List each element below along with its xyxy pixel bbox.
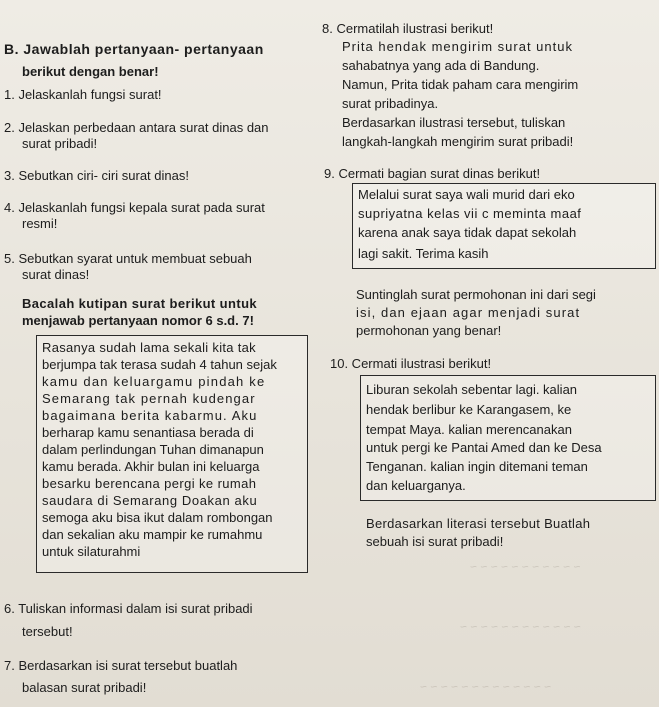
question-8-line: Berdasarkan ilustrasi tersebut, tuliskan [342,115,566,130]
surat-dinas-box [352,183,656,269]
bleed-through: ~ ~ ~ ~ ~ ~ ~ ~ ~ ~ ~ ~ [460,620,581,634]
question-8: 8. Cermatilah ilustrasi berikut! [322,21,494,36]
letter-line: dalam perlindungan Tuhan dimanapun [42,442,264,457]
letter-line: Semarang tak pernah kudengar [42,391,256,406]
box-line: hendak berlibur ke Karangasem, ke [366,402,572,417]
illustration-box [360,375,656,501]
question-5-cont: surat dinas! [22,267,90,282]
box-line: Liburan sekolah sebentar lagi. kalian [366,382,578,397]
letter-excerpt-box [36,335,308,573]
question-6-cont: tersebut! [22,624,73,639]
question-4-cont: resmi! [22,216,58,231]
letter-line: semoga aku bisa ikut dalam rombongan [42,510,273,525]
question-4: 4. Jelaskanlah fungsi kepala surat pada surat [4,200,265,215]
question-8-line: Prita hendak mengirim surat untuk [342,39,573,54]
bleed-through: ~ ~ ~ ~ ~ ~ ~ ~ ~ ~ ~ ~ ~ [420,680,552,694]
question-2: 2. Jelaskan perbedaan antara surat dinas dan [4,120,269,135]
letter-line: Rasanya sudah lama sekali kita tak [42,340,256,355]
question-9-instruction: isi, dan ejaan agar menjadi surat [356,305,581,320]
question-7: 7. Berdasarkan isi surat tersebut buatlah [4,658,238,673]
question-6: 6. Tuliskan informasi dalam isi surat pribadi [4,601,253,616]
question-9: 9. Cermati bagian surat dinas berikut! [324,166,541,181]
question-8-line: sahabatnya yang ada di Bandung. [342,58,540,73]
letter-line: kamu dan keluargamu pindah ke [42,374,266,389]
box-line: Tenganan. kalian ingin ditemani teman [366,459,588,474]
question-1: 1. Jelaskanlah fungsi surat! [4,87,162,102]
box-line: tempat Maya. kalian merencanakan [366,422,572,437]
section-heading-cont: berikut dengan benar! [22,64,159,79]
question-5: 5. Sebutkan syarat untuk membuat sebuah [4,251,252,266]
question-7-cont: balasan surat pribadi! [22,680,147,695]
question-10-instruction: Berdasarkan literasi tersebut Buatlah [366,516,591,531]
read-instruction-cont: menjawab pertanyaan nomor 6 s.d. 7! [22,313,254,328]
box-line: lagi sakit. Terima kasih [358,246,489,261]
letter-line: saudara di Semarang Doakan aku [42,493,258,508]
bleed-through: ~ ~ ~ ~ ~ ~ ~ ~ ~ ~ ~ [470,560,581,574]
box-line: Melalui surat saya wali murid dari eko [358,187,575,202]
letter-line: dan sekalian aku mampir ke rumahmu [42,527,263,542]
question-9-instruction: Suntinglah surat permohonan ini dari segi [356,287,596,302]
section-heading: B. Jawablah pertanyaan- pertanyaan [4,41,264,57]
question-10: 10. Cermati ilustrasi berikut! [330,356,492,371]
read-instruction: Bacalah kutipan surat berikut untuk [22,296,258,311]
box-line: supriyatna kelas vii c meminta maaf [358,206,582,221]
letter-line: berharap kamu senantiasa berada di [42,425,254,440]
question-10-instruction: sebuah isi surat pribadi! [366,534,504,549]
question-8-line: surat pribadinya. [342,96,439,111]
question-9-instruction: permohonan yang benar! [356,323,502,338]
box-line: untuk pergi ke Pantai Amed dan ke Desa [366,440,602,455]
question-8-line: langkah-langkah mengirim surat pribadi! [342,134,574,149]
letter-line: kamu berada. Akhir bulan ini keluarga [42,459,260,474]
question-3: 3. Sebutkan ciri- ciri surat dinas! [4,168,189,183]
letter-line: untuk silaturahmi [42,544,141,559]
question-8-line: Namun, Prita tidak paham cara mengirim [342,77,579,92]
letter-line: bagaimana berita kabarmu. Aku [42,408,258,423]
box-line: dan keluarganya. [366,478,466,493]
letter-line: berjumpa tak terasa sudah 4 tahun sejak [42,357,277,372]
box-line: karena anak saya tidak dapat sekolah [358,225,577,240]
question-2-cont: surat pribadi! [22,136,98,151]
letter-line: besarku berencana pergi ke rumah [42,476,257,491]
